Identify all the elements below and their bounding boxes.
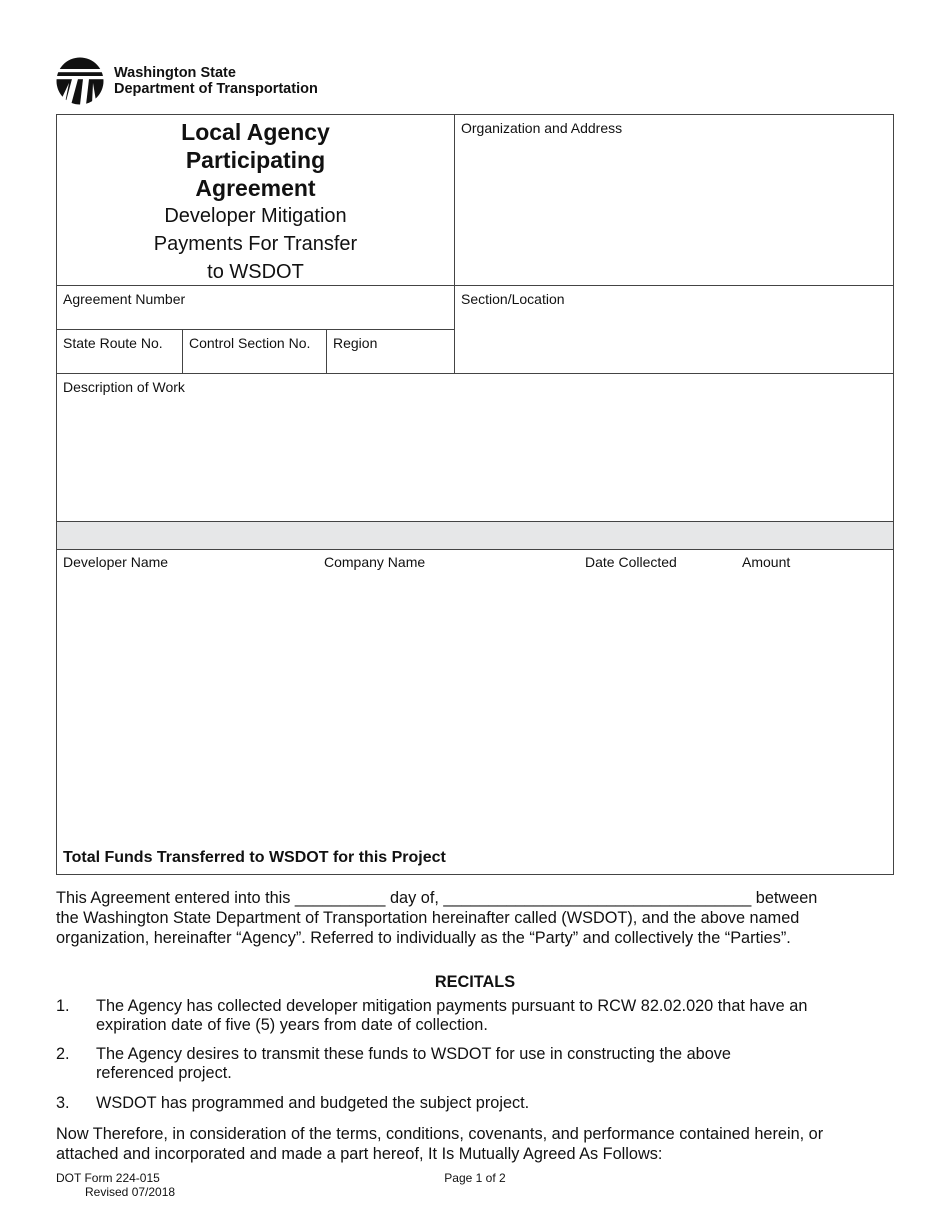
control-section-label: Control Section No. (189, 335, 311, 351)
description-of-work-field[interactable] (57, 374, 893, 522)
agreement-form (56, 114, 894, 875)
recital-text-line: WSDOT has programmed and budgeted the subject project. (96, 1094, 530, 1112)
agreement-intro (56, 888, 896, 948)
recital-number: 3. (56, 1094, 70, 1112)
description-label: Description of Work (63, 379, 185, 395)
total-funds-label: Total Funds Transferred to WSDOT for this Project (63, 849, 446, 866)
control-section-field[interactable] (183, 330, 327, 374)
region-field[interactable] (327, 330, 455, 374)
section-location-field[interactable] (455, 286, 893, 374)
closing-line1: Now Therefore, in consideration of the terms, conditions, covenants, and performance contained herein, or (56, 1125, 824, 1143)
recital-text (96, 1094, 886, 1113)
title-subtitle (57, 202, 454, 286)
closing-line2: attached and incorporated and made a part hereof, It Is Mutually Agreed As Follows: (56, 1145, 663, 1163)
section-location-label: Section/Location (461, 291, 565, 307)
agreement-number-label: Agreement Number (63, 291, 186, 307)
title-block (57, 115, 455, 286)
page-number: Page 1 of 2 (444, 1171, 506, 1185)
recital-text-line: expiration date of five (5) years from date of collection. (96, 1016, 488, 1034)
developer-name-header: Developer Name (63, 554, 169, 570)
org-name (114, 65, 318, 97)
recitals-heading: RECITALS (434, 973, 516, 991)
developer-table[interactable] (57, 550, 893, 874)
recital-text-line: The Agency desires to transmit these funds to WSDOT for use in constructing the above (96, 1045, 731, 1063)
header (56, 55, 318, 107)
closing-paragraph (56, 1124, 896, 1164)
recital-text (96, 997, 886, 1035)
title-line2: Participating (185, 147, 326, 173)
state-route-field[interactable] (57, 330, 183, 374)
company-name-header: Company Name (324, 554, 426, 570)
amount-header: Amount (742, 554, 791, 570)
recital-text (96, 1045, 886, 1083)
org-address-label: Organization and Address (461, 120, 623, 136)
intro-line1: This Agreement entered into this __________ day of, __________________________________ between (56, 889, 818, 907)
intro-line2: the Washington State Department of Transportation hereinafter called (WSDOT), and the above named (56, 909, 800, 927)
recital-number: 1. (56, 997, 70, 1015)
subtitle-line2: Payments For Transfer (153, 233, 358, 255)
agreement-number-field[interactable] (57, 286, 455, 330)
wsdot-logo-icon (56, 56, 104, 106)
subtitle-line3: to WSDOT (207, 261, 304, 283)
title-line3: Agreement (195, 175, 316, 201)
org-address-field[interactable] (455, 115, 893, 286)
region-label: Region (333, 335, 378, 351)
state-route-label: State Route No. (63, 335, 163, 351)
org-name-line1: Washington State (114, 65, 236, 81)
recital-text-line: referenced project. (96, 1064, 232, 1082)
recital-text-line: The Agency has collected developer mitigation payments pursuant to RCW 82.02.020 that have an (96, 997, 808, 1015)
subtitle-line1: Developer Mitigation (164, 205, 347, 227)
intro-line3: organization, hereinafter “Agency”. Referred to individually as the “Party” and collectively the “Parties”. (56, 929, 791, 947)
date-collected-header: Date Collected (585, 554, 677, 570)
revised-date: Revised 07/2018 (85, 1185, 176, 1199)
form-number: DOT Form 224-015 (56, 1171, 160, 1185)
recital-number: 2. (56, 1045, 70, 1063)
title-line1: Local Agency (181, 119, 330, 145)
org-name-line2: Department of Transportation (114, 81, 318, 97)
section-divider-band (57, 522, 893, 550)
title-main (57, 118, 454, 202)
